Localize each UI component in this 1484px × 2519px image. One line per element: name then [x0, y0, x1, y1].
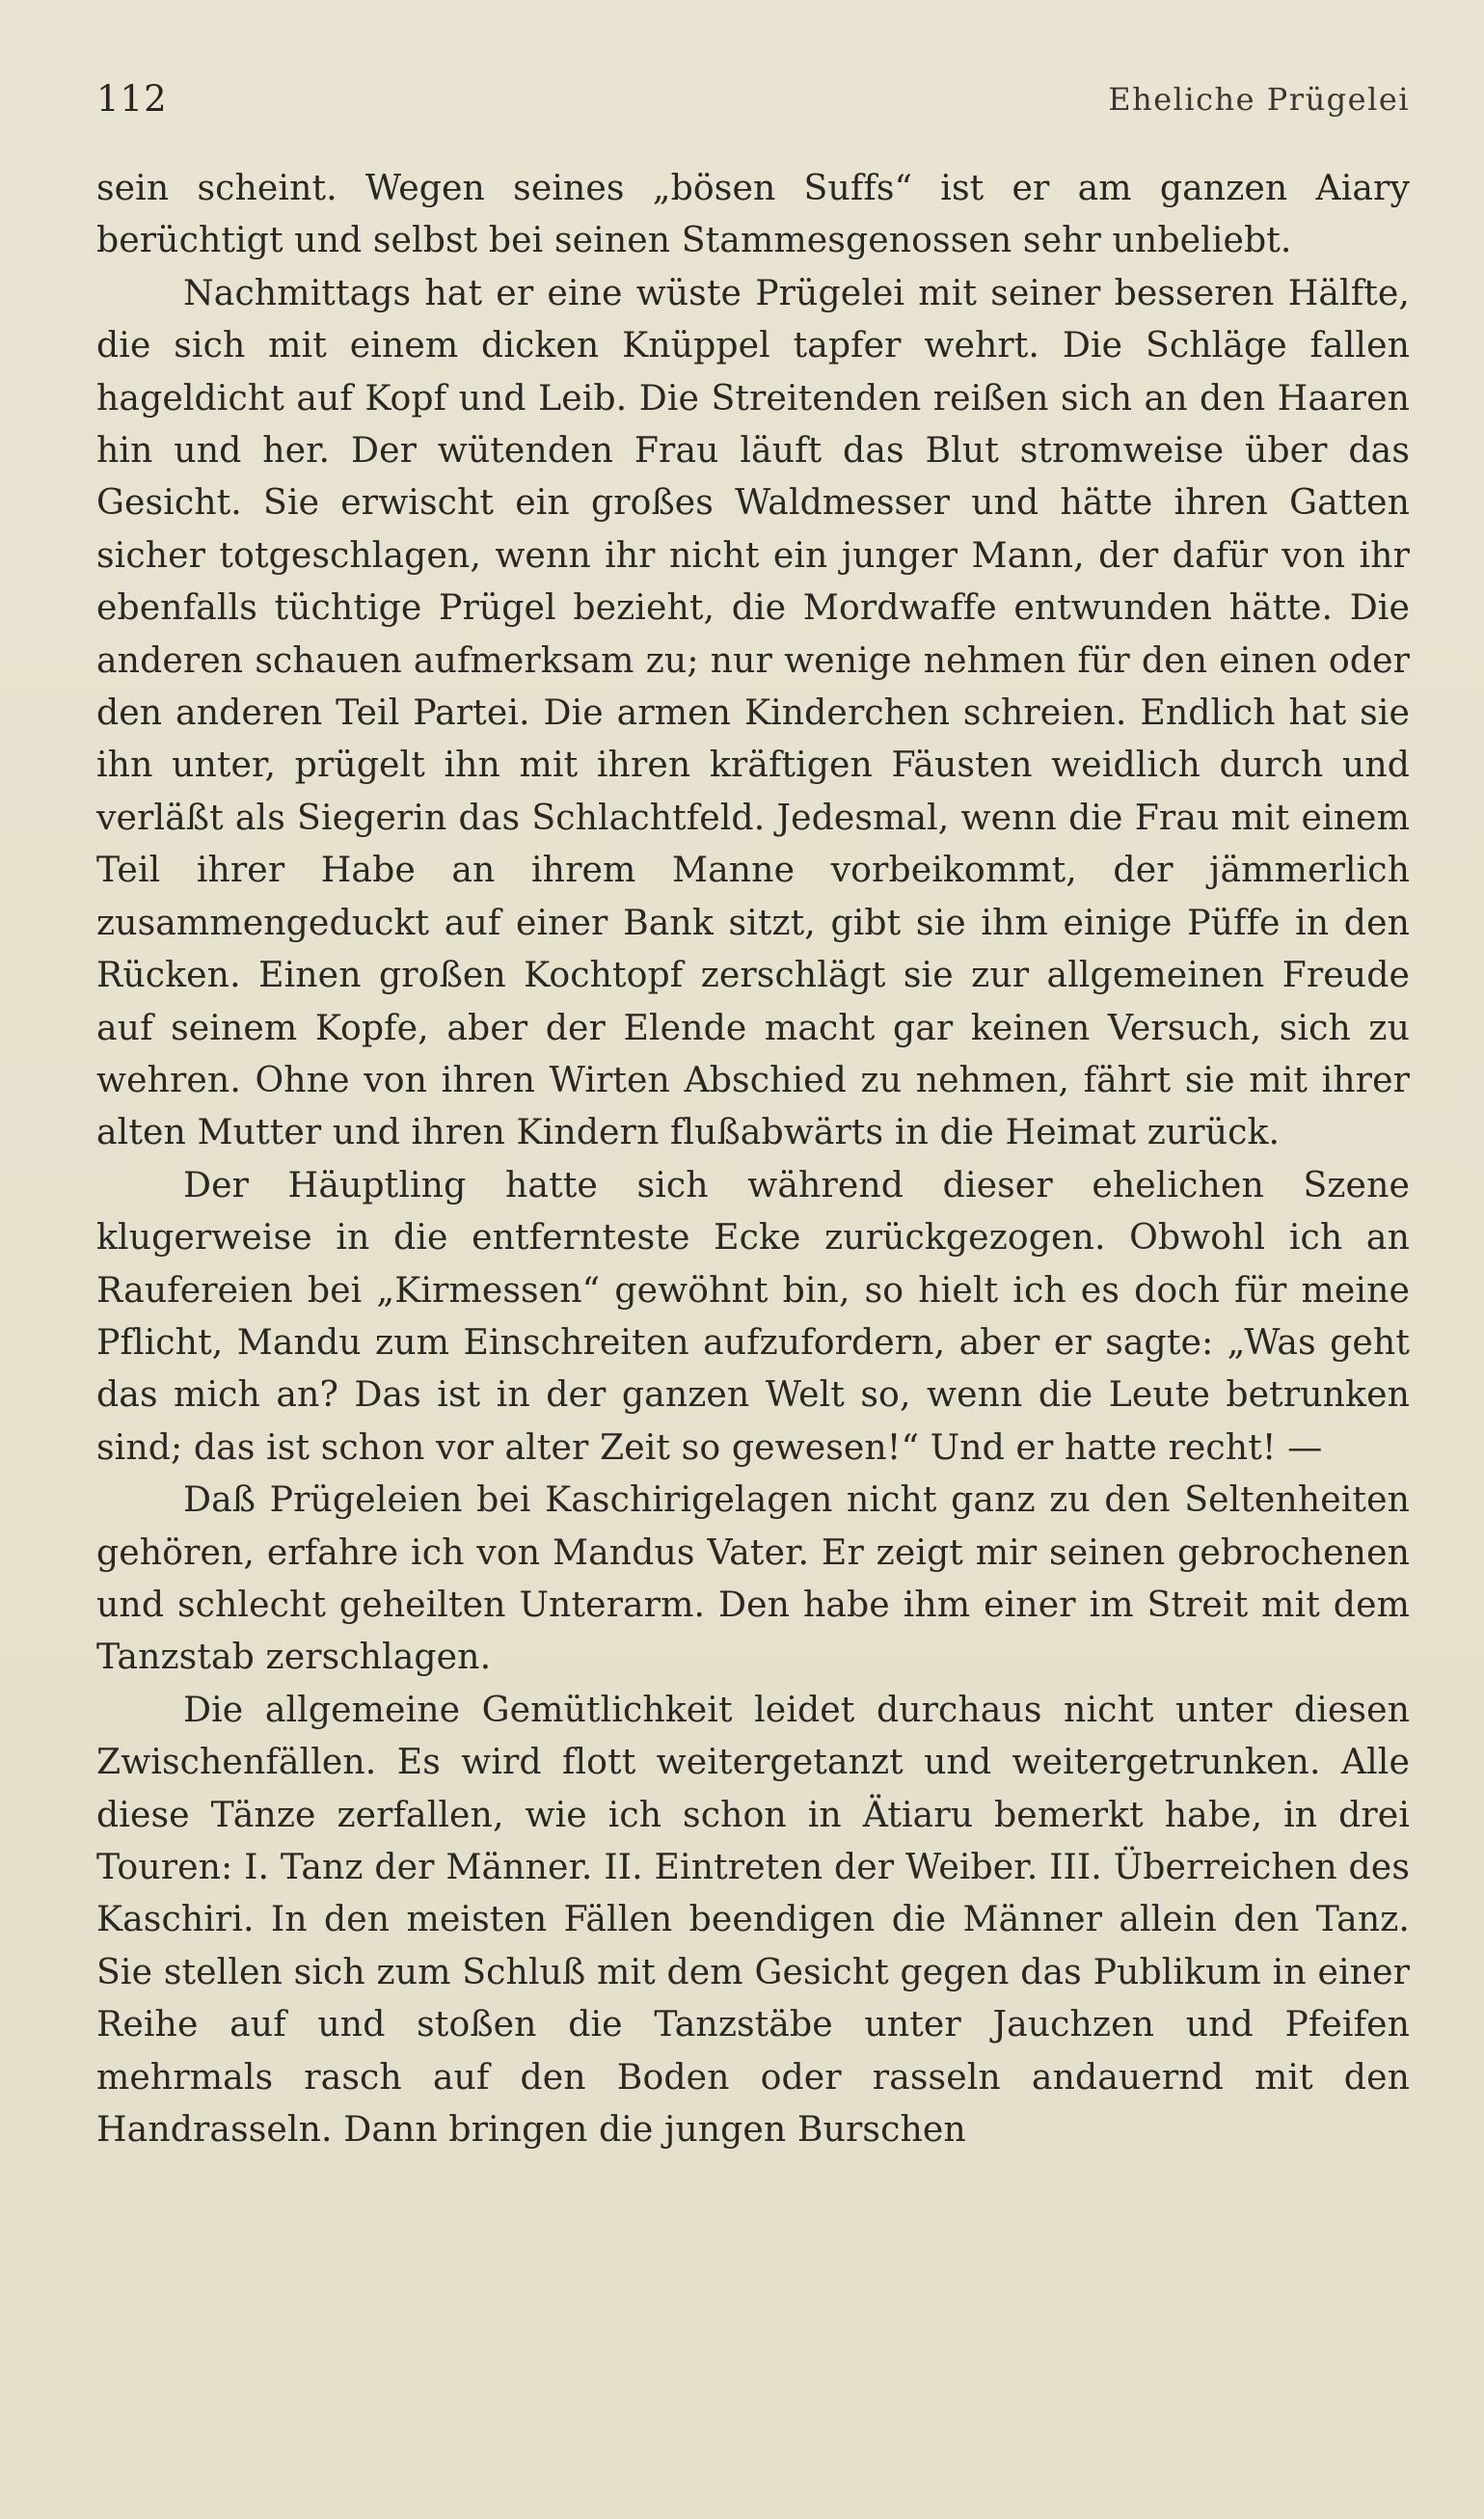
paragraph-5: Die allgemeine Gemütlichkeit leidet durchaus nicht unter diesen Zwischenfällen. Es wird flott weitergetanzt und weitergetrunken. Alle diese Tänze zerfallen, wie ich schon in Ätiaru bemerkt habe, in drei Touren: I. Tanz der Männer. II. Eintreten der Weiber. III. Überreichen des Kaschiri. In den meisten Fällen beendigen die Männer allein den Tanz. Sie stellen sich zum Schluß mit dem Gesicht gegen das Publikum in einer Reihe auf und stoßen die Tanzstäbe unter Jauchzen und Pfeifen mehrmals rasch auf den Boden oder rasseln andauernd mit den Handrasseln. Dann bringen die jungen Burschen: [96, 1688, 1410, 2151]
paragraph-2: Nachmittags hat er eine wüste Prügelei mit seiner besseren Hälfte, die sich mit einem dicken Knüppel tapfer wehrt. Die Schläge fallen hageldicht auf Kopf und Leib. Die Streitenden reißen sich an den Haaren hin und her. Der wütenden Frau läuft das Blut stromweise über das Gesicht. Sie erwischt ein großes Waldmesser und hätte ihren Gatten sicher totgeschlagen, wenn ihr nicht ein junger Mann, der dafür von ihr ebenfalls tüchtige Prügel bezieht, die Mordwaffe entwunden hätte. Die anderen schauen aufmerksam zu; nur wenige nehmen für den einen oder den anderen Teil Partei. Die armen Kinderchen schreien. Endlich hat sie ihn unter, prügelt ihn mit ihren kräftigen Fäusten weidlich durch und verläßt als Siegerin das Schlachtfeld. Jedesmal, wenn die Frau mit einem Teil ihrer Habe an ihrem Manne vorbeikommt, der jämmerlich zusammengeduckt auf einer Bank sitzt, gibt sie ihm einige Püffe in den Rücken. Einen großen Kochtopf zerschlägt sie zur allgemeinen Freude auf seinem Kopfe, aber der Elende macht gar keinen Versuch, sich zu wehren. Ohne von ihren Wirten Abschied zu nehmen, fährt sie mit ihrer alten Mutter und ihren Kindern flußabwärts in die Heimat zurück.: [96, 271, 1410, 1153]
page-number: 112: [96, 78, 168, 120]
paragraph-1: sein scheint. Wegen seines „bösen Suffs“ ist er am ganzen Aiary berüchtigt und selbst bei seinen Stammesgenossen sehr unbeliebt.: [96, 167, 1410, 261]
paragraph-3: Der Häuptling hatte sich während dieser ehelichen Szene klugerweise in die entfernteste Ecke zurückgezogen. Obwohl ich an Raufereien bei „Kirmessen“ gewöhnt bin, so hielt ich es doch für meine Pflicht, Mandu zum Einschreiten aufzufordern, aber er sagte: „Was geht das mich an? Das ist in der ganzen Welt so, wenn die Leute betrunken sind; das ist schon vor alter Zeit so gewesen!“ Und er hatte recht! —: [96, 1163, 1410, 1468]
body-text: [96, 162, 1410, 2155]
paragraph-4: Daß Prügeleien bei Kaschirigelagen nicht ganz zu den Seltenheiten gehören, erfahre ich von Mandus Vater. Er zeigt mir seinen gebrochenen und schlecht geheilten Unterarm. Den habe ihm einer im Streit mit dem Tanzstab zerschlagen.: [96, 1478, 1410, 1678]
running-head: Eheliche Prügelei: [1108, 81, 1410, 118]
page-header: [96, 75, 1410, 123]
